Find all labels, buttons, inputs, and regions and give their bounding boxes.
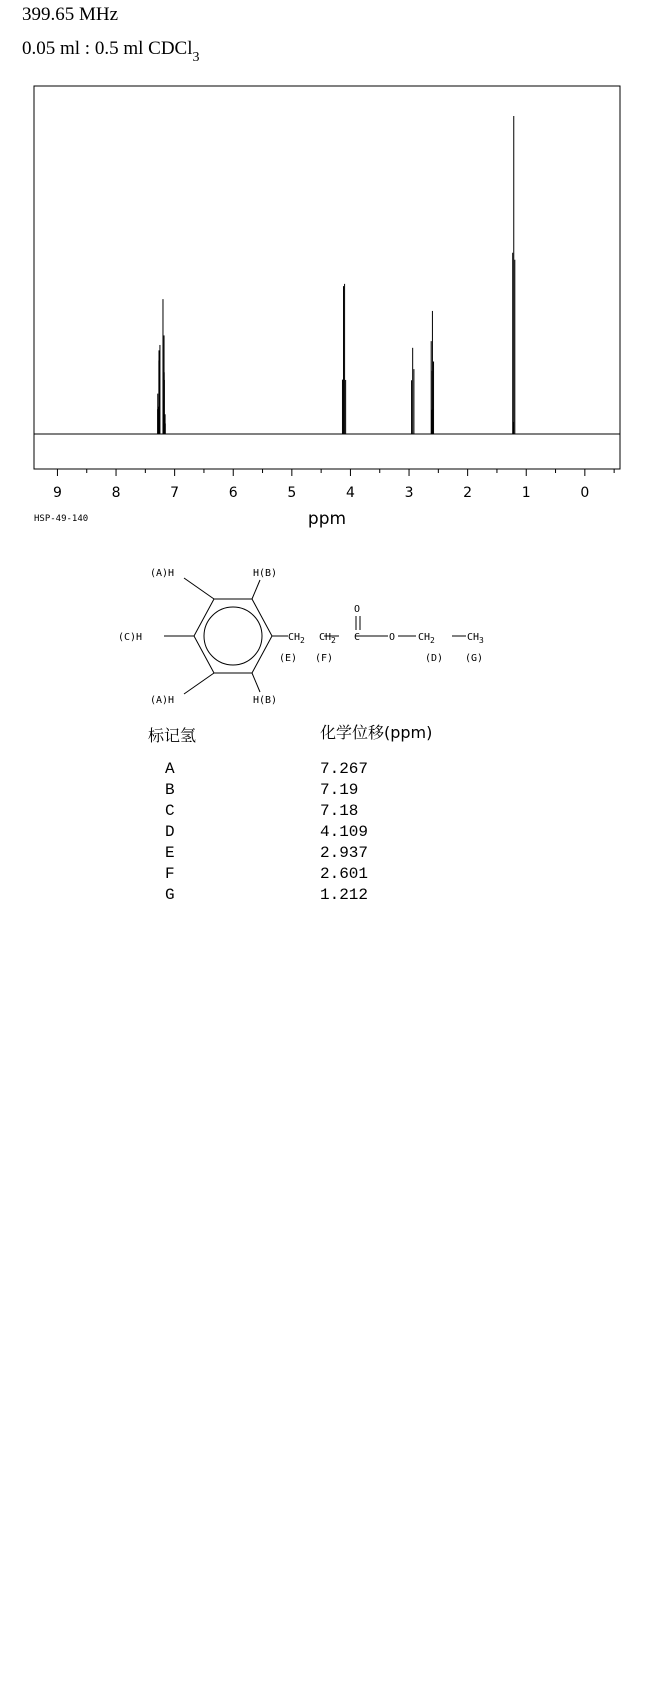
x-tick-label-8: 8 [111,485,121,501]
ch2-f [319,632,336,645]
assign-label: E [165,844,175,862]
label-b-top: H(B) [253,568,278,579]
assign-shift: 1.212 [320,886,369,904]
label-a-bottom: (A)H [150,695,175,706]
sample-subscript: 3 [192,50,200,65]
ch3-g-sub: 3 [479,636,484,645]
assign-shift: 7.19 [320,781,359,799]
spectrometer-frequency: 399.65 MHz [22,4,119,25]
ch3-g-text: CH [467,632,480,643]
assign-shift: 2.601 [320,865,369,883]
spectrum-code: HSP-49-140 [34,514,89,524]
assign-label: F [165,865,175,883]
ch2-d [418,632,435,645]
assign-label: B [165,781,175,799]
x-axis-label: ppm [307,509,347,529]
carbonyl-carbon: C [354,632,361,643]
label-f: (F) [315,653,334,664]
molecule-structure [0,0,652,720]
label-e: (E) [279,653,298,664]
ch2-d-text: CH [418,632,431,643]
assign-shift: 7.267 [320,760,369,778]
x-tick-label-4: 4 [345,485,355,501]
x-tick-label-0: 0 [580,485,590,501]
label-c: (C)H [118,632,143,643]
sample-text: 0.05 ml : 0.5 ml CDCl [22,38,193,59]
assign-label: C [165,802,175,820]
assign-label: G [165,886,175,904]
x-tick-label-7: 7 [170,485,180,501]
assign-shift: 7.18 [320,802,359,820]
x-tick-label-2: 2 [463,485,473,501]
assign-shift: 4.109 [320,823,369,841]
label-a-top: (A)H [150,568,175,579]
assign-label: A [165,760,175,778]
ch2-e-text: CH [288,632,301,643]
assign-col-shift: 化学位移(ppm) [320,723,433,742]
x-tick-label-5: 5 [287,485,297,501]
assign-label: D [165,823,175,841]
label-b-bottom: H(B) [253,695,278,706]
x-tick-label-9: 9 [52,485,62,501]
ch2-e [288,632,305,645]
carbonyl-oxygen: O [354,604,361,615]
x-tick-label-6: 6 [228,485,238,501]
ch3-g [467,632,484,645]
ester-oxygen: O [389,632,396,643]
assign-shift: 2.937 [320,844,369,862]
assign-col-label: 标记氢 [148,726,197,745]
ch2-d-sub: 2 [430,636,435,645]
benzene-ring [194,599,272,673]
x-tick-label-1: 1 [521,485,531,501]
ch2-f-sub: 2 [331,636,336,645]
ch2-e-sub: 2 [300,636,305,645]
x-tick-label-3: 3 [404,485,414,501]
label-d: (D) [425,653,444,664]
label-g: (G) [465,653,484,664]
ch2-f-text: CH [319,632,332,643]
